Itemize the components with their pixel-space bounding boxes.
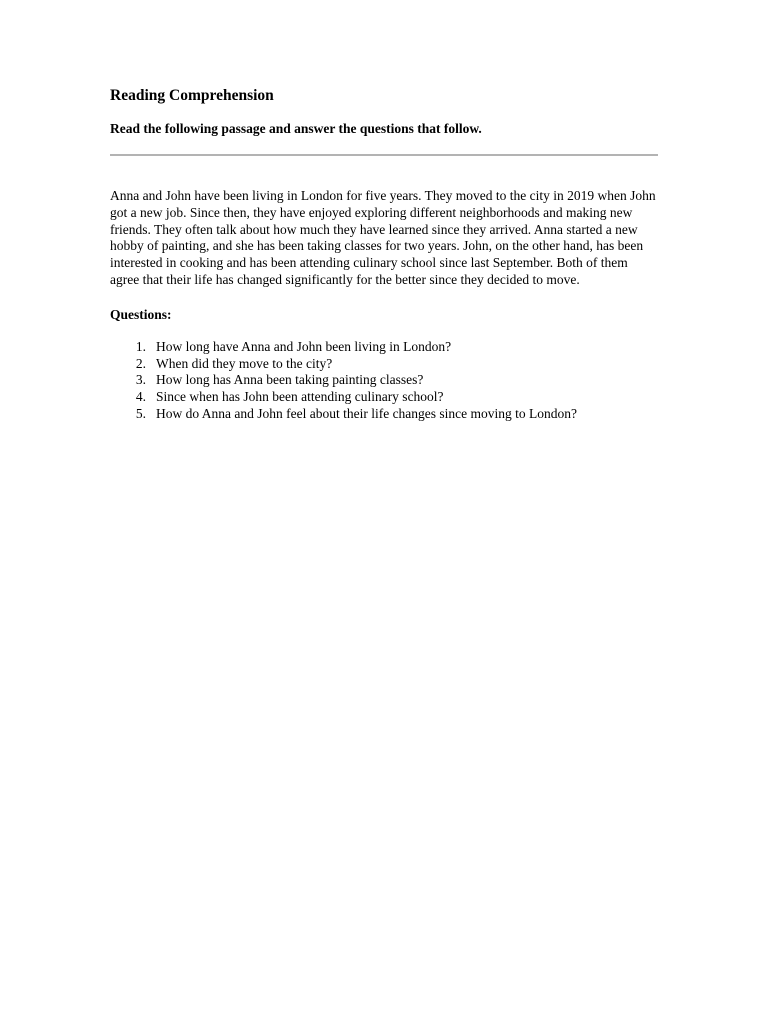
instruction-text: Read the following passage and answer the questions that follow.: [110, 121, 482, 136]
question-text: How long have Anna and John been living in London?: [156, 338, 452, 354]
question-text: When did they move to the city?: [156, 355, 333, 371]
questions-heading: Questions:: [110, 306, 172, 322]
question-number: 4.: [135, 389, 146, 405]
question-text: How long has Anna been taking painting classes?: [156, 372, 424, 388]
questions-list: [110, 339, 658, 423]
question-text: How do Anna and John feel about their life changes since moving to London?: [156, 405, 578, 421]
question-number: 5.: [135, 405, 146, 421]
question-item: [110, 389, 658, 406]
horizontal-divider: [110, 154, 658, 156]
question-item: [110, 372, 658, 389]
document-title: Reading Comprehension: [110, 87, 274, 104]
question-item: [110, 339, 658, 356]
reading-passage: Anna and John have been living in London for five years. They moved to the city in 2019 when John got a new job. Since then, they have enjoyed exploring different neighborhoods and making new friends. They often talk about how much they have learned since they arrived. Anna started a new hobby of painting, and she has been taking classes for two years. John, on the other hand, has been interested in cooking and has been attending culinary school since last September. Both of them agree that their life has changed significantly for the better since they decided to move.: [110, 188, 656, 287]
question-number: 3.: [135, 372, 146, 388]
question-item: [110, 406, 658, 423]
question-item: [110, 356, 658, 373]
question-number: 1.: [135, 338, 146, 354]
question-text: Since when has John been attending culinary school?: [156, 389, 444, 405]
question-number: 2.: [135, 355, 146, 371]
document-page: [110, 86, 658, 423]
